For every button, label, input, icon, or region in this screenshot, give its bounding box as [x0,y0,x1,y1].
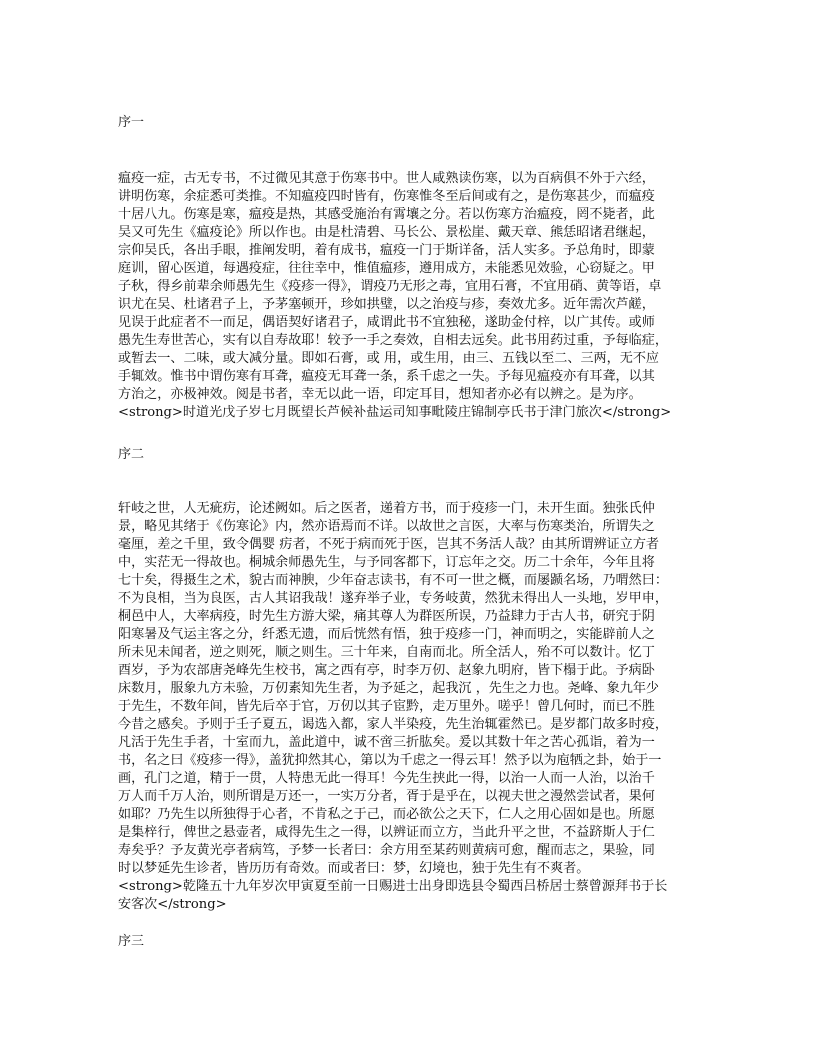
text-line: 是集梓行，俾世之悬壶者，咸得先生之一得，以辨证而立方，当此升平之世，不益跻斯人于仁 [118,825,655,840]
text-line: 毫厘，差之千里，致令偶婴 疠者，不死于病而死于医，岂其不务活人哉？由其所谓辨证立方者 [118,537,660,552]
text-line: 万人而千万人治，则所谓是万还一，一实万分者，胥于是乎在，以视夫世之漫然尝试者，果何 [118,789,655,804]
text-line: 中，实茫无一得故也。桐城余师愚先生，与予同客都下，订忘年之交。历二十余年，今年且将 [118,555,655,570]
text-line: 方治之，亦极神效。阅是书者，幸无以此一语，印定耳目，想知者亦必有以辨之。是为序。 [118,387,642,402]
section-heading-preface-1: 序一 [118,115,145,130]
text-line: 景，略见其绪于《伤寒论》内，然亦语焉而不详。以故世之言医，大率与伤寒类治，所谓失之 [118,519,655,534]
text-line: 讲明伤寒，余症悉可类推。不知瘟疫四时皆有，伤寒惟冬至后间或有之，是伤寒甚少，而瘟疫 [118,189,655,204]
text-line: 宗仰吴氏，各出手眼，推阐发明，着有成书，瘟疫一门于斯详备，活人实多。予总角时，即蒙 [118,243,655,258]
section-body-preface-1 [118,170,708,422]
text-line: 庭训，留心医道，每遇疫症，往往幸中，惟值瘟疹，遵用成方，未能悉见效验，心窃疑之。甲 [118,261,655,276]
signature-line: <strong>乾隆五十九年岁次甲寅夏至前一日赐进士出身即选县令蜀西吕桥居士蔡曾源拜书于长 [118,879,668,894]
section-body-preface-2 [118,500,708,914]
text-line: 不为良相，当为良医，古人其诏我哉！遂弃举子业，专务岐黄，然犹未得出人一头地，岁甲申， [118,591,668,606]
text-line: 阳寒暑及气运主客之分，纤悉无遗，而后恍然有悟，独于疫疹一门，神而明之，实能辟前人之 [118,627,655,642]
text-line: 今昔之感矣。予则于壬子夏五，谒选入都，家人半染疫，先生治辄霍然已。是岁都门故多时疫， [118,717,668,732]
text-line: 或暂去一、二味，或大减分量。即如石膏，或 用，或生用，由三、五钱以至二、三两，无不应 [118,351,660,366]
signature-line: <strong>时道光戊子岁七月既望长芦候补盐运司知事毗陵庄锦制亭氏书于津门旅次</strong> [118,405,672,420]
text-line: 酉岁，予为农部唐尧峰先生校书，寓之西有亭，时李万仞、赵象九明府，皆下榻于此。予病卧 [118,663,655,678]
text-line: 所未见未闻者，逆之则死，顺之则生。三十年来，自南而北。所全活人，殆不可以数计。忆丁 [118,645,655,660]
text-line: 愚先生寿世苦心，实有以自寿故耶！较予一手之奏效，自相去远矣。此书用药过重，予每临症， [118,333,668,348]
text-line: 识尤在吴、杜诸君子上，予茅塞顿开，珍如拱璧，以之治疫与疹，奏效尤多。近年需次芦鹾， [118,297,655,312]
text-line: 桐邑中人，大率病疫，时先生方游大梁，痛其尊人为群医所误，乃益肆力于古人书，研究于阴 [118,609,655,624]
text-line: 子秋，得乡前辈余师愚先生《疫疹一得》，谓疫乃无形之毒，宜用石膏，不宜用硝、黄等语，卓 [118,279,662,294]
text-line: 手辄效。惟书中谓伤寒有耳聋，瘟疫无耳聋一条，系千虑之一失。予每见瘟疫亦有耳聋，以其 [118,369,655,384]
text-line: 七十矣，得摄生之术，貌古而神腴，少年奋志读书，有不可一世之概，而屡踬名场，乃喟然曰： [118,573,668,588]
signature-line: 安客次</strong> [118,897,227,912]
text-line: 床数月，服象九方未验，万仞素知先生者，为予延之，起我沉 ，先生之力也。尧峰、象九年少 [118,681,660,696]
text-line: 于先生，不数年间，皆先后卒于官，万仞以其子宦黔，走万里外。嗟乎！曾几何时，而已不胜 [118,699,655,714]
text-line: 寿矣乎？予友黄光亭者病笃，予梦一长者曰：余方用至某药则黄病可愈，醒而志之，果验，同 [118,843,655,858]
text-line: 见误于此症者不一而足，偶语契好诸君子，咸谓此书不宜独秘，遂助金付梓，以广其传。或师 [118,315,655,330]
text-line: 吴又可先生《瘟疫论》所以作也。由是杜清碧、马长公、景松崖、戴天章、熊恁昭诸君继起， [118,225,655,240]
text-line: 书，名之曰《疫疹一得》，盖犹抑然其心，第以为千虑之一得云耳！然予以为庖牺之卦，始于一 [118,753,662,768]
text-line: 如耶？乃先生以所独得于心者，不肯私之于己，而必欲公之天下，仁人之用心固如是也。所愿 [118,807,655,822]
text-line: 时以梦延先生诊者，皆历历有奇效。而或者曰：梦，幻境也，独于先生有不爽者。 [118,861,590,876]
text-line: 凡活于先生手者，十室而九，盖此道中，诚不啻三折肱矣。爰以其数十年之苦心孤诣，着为一 [118,735,655,750]
text-line: 瘟疫一症，古无专书，不过微见其意于伤寒书中。世人咸熟读伤寒，以为百病俱不外于六经， [118,171,655,186]
text-line: 画，孔门之道，精于一贯，人特患无此一得耳！今先生挟此一得，以治一人而一人治，以治千 [118,771,655,786]
text-line: 十居八九。伤寒是寒，瘟疫是热，其感受施治有霄壤之分。若以伤寒方治瘟疫，罔不毙者，此 [118,207,655,222]
text-line: 轩岐之世，人无疵疠，论述阙如。后之医者，递着方书，而于疫疹一门，未开生面。独张氏仲 [118,501,655,516]
section-heading-preface-2: 序二 [118,447,145,462]
section-heading-preface-3: 序三 [118,934,145,949]
